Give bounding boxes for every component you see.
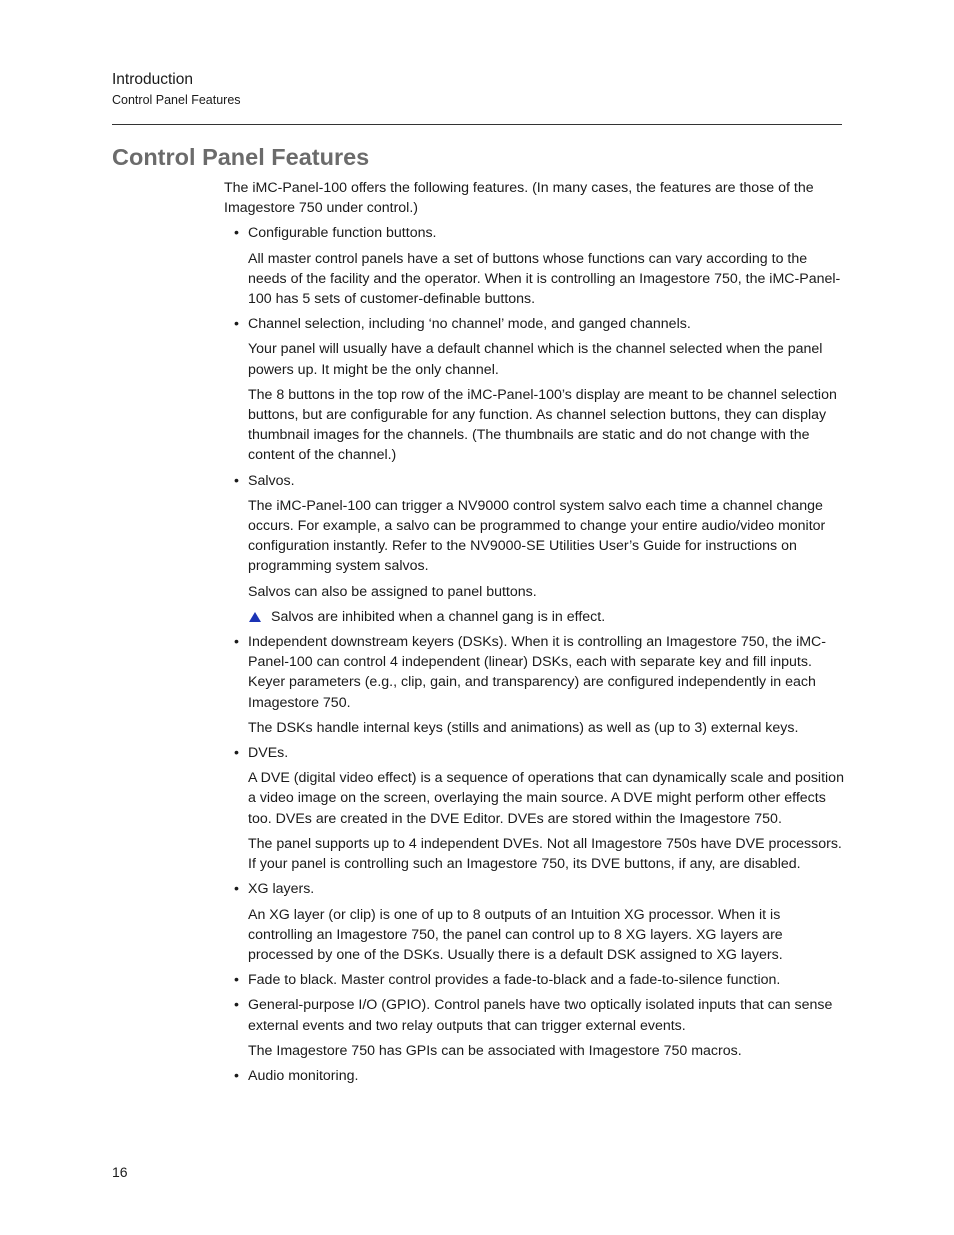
feature-paragraph: All master control panels have a set of buttons whose functions can vary according to the needs of the facility and the operator. When it is controlling an Imagestore 750, the iMC-Panel-100 has 5 sets of customer-definable buttons. <box>248 250 841 308</box>
feature-paragraph: The DSKs handle internal keys (stills and animations) as well as (up to 3) external keys. <box>248 719 799 736</box>
bullet-glyph: • <box>234 225 239 242</box>
feature-text: DVEs. <box>248 745 289 762</box>
feature-bullet <box>224 632 846 713</box>
feature-text: Audio monitoring. <box>248 1067 359 1084</box>
feature-bullet <box>224 223 846 243</box>
feature-bullet <box>224 879 846 899</box>
feature-bullet <box>224 471 846 491</box>
feature-text: Channel selection, including ‘no channel’ mode, and ganged channels. <box>248 316 691 333</box>
feature-bullet <box>224 995 846 1035</box>
page-title: Control Panel Features <box>112 144 370 170</box>
page-number: 16 <box>112 1164 128 1180</box>
feature-text: Salvos. <box>248 472 295 489</box>
intro-paragraph: The iMC-Panel-100 offers the following features. (In many cases, the features are those of the Imagestore 750 under control.) <box>224 180 814 217</box>
bullet-glyph: • <box>234 745 239 762</box>
feature-paragraph: The 8 buttons in the top row of the iMC-Panel-100’s display are meant to be channel selection buttons, but are configurable for any function. As channel selection buttons, they can display thumbnail images for the channels. (The thumbnails are static and do not change with the content of the channel.) <box>248 386 837 464</box>
feature-bullet <box>224 743 846 763</box>
feature-bullet <box>224 1066 846 1086</box>
feature-text: Independent downstream keyers (DSKs). When it is controlling an Imagestore 750, the iMC-Panel-100 can control 4 independent (linear) DSKs, each with separate key and fill inputs. Keyer parameters (e.g., clip, gain, and transparency) are configured independently in each Imagestore 750. <box>248 634 827 711</box>
feature-paragraph: Your panel will usually have a default channel which is the channel selected when the panel powers up. It might be the only channel. <box>248 341 823 378</box>
warning-triangle-icon <box>249 612 261 622</box>
feature-text: Fade to black. Master control provides a fade-to-black and a fade-to-silence function. <box>248 972 781 989</box>
feature-paragraph: A DVE (digital video effect) is a sequence of operations that can dynamically scale and position a video image on the screen, overlaying the main source. A DVE might perform other effects too. DVEs are created in the DVE Editor. DVEs are stored within the Imagestore 750. <box>248 770 844 827</box>
bullet-glyph: • <box>234 1067 239 1084</box>
feature-paragraph: An XG layer (or clip) is one of up to 8 outputs of an Intuition XG processor. When it is controlling an Imagestore 750, the panel can control up to 8 XG layers. XG layers are processed by one of the DSKs. Usually there is a default DSK assigned to XG layers. <box>248 906 783 963</box>
feature-note <box>224 607 846 627</box>
bullet-glyph: • <box>234 997 239 1014</box>
feature-text: XG layers. <box>248 881 315 898</box>
bullet-glyph: • <box>234 472 239 489</box>
feature-list <box>224 223 846 1086</box>
note-text: Salvos are inhibited when a channel gang is in effect. <box>271 608 606 625</box>
feature-paragraph: The iMC-Panel-100 can trigger a NV9000 control system salvo each time a channel change occurs. For example, a salvo can be programmed to change your entire audio/video monitor configuration instantly. Refer to the NV9000-SE Utilities User’s Guide for instructions on programming system salvos. <box>248 497 826 575</box>
header-rule <box>112 124 842 125</box>
feature-text: General-purpose I/O (GPIO). Control panels have two optically isolated inputs that can sense external events and two relay outputs that can trigger external events. <box>248 997 833 1034</box>
running-head-section: Control Panel Features <box>112 93 241 107</box>
bullet-glyph: • <box>234 881 239 898</box>
feature-bullet <box>224 970 846 990</box>
feature-paragraph: The panel supports up to 4 independent DVEs. Not all Imagestore 750s have DVE processors. If your panel is controlling such an Imagestore 750, its DVE buttons, if any, are disabled. <box>248 835 842 873</box>
bullet-glyph: • <box>234 634 239 651</box>
bullet-glyph: • <box>234 972 239 989</box>
feature-paragraph: Salvos can also be assigned to panel buttons. <box>248 583 537 600</box>
running-head <box>112 70 241 110</box>
body-text <box>224 178 846 1091</box>
running-head-chapter: Introduction <box>112 71 193 88</box>
feature-text: Configurable function buttons. <box>248 225 437 242</box>
feature-paragraph: The Imagestore 750 has GPIs can be associated with Imagestore 750 macros. <box>248 1042 742 1059</box>
feature-bullet <box>224 314 846 334</box>
bullet-glyph: • <box>234 316 239 333</box>
